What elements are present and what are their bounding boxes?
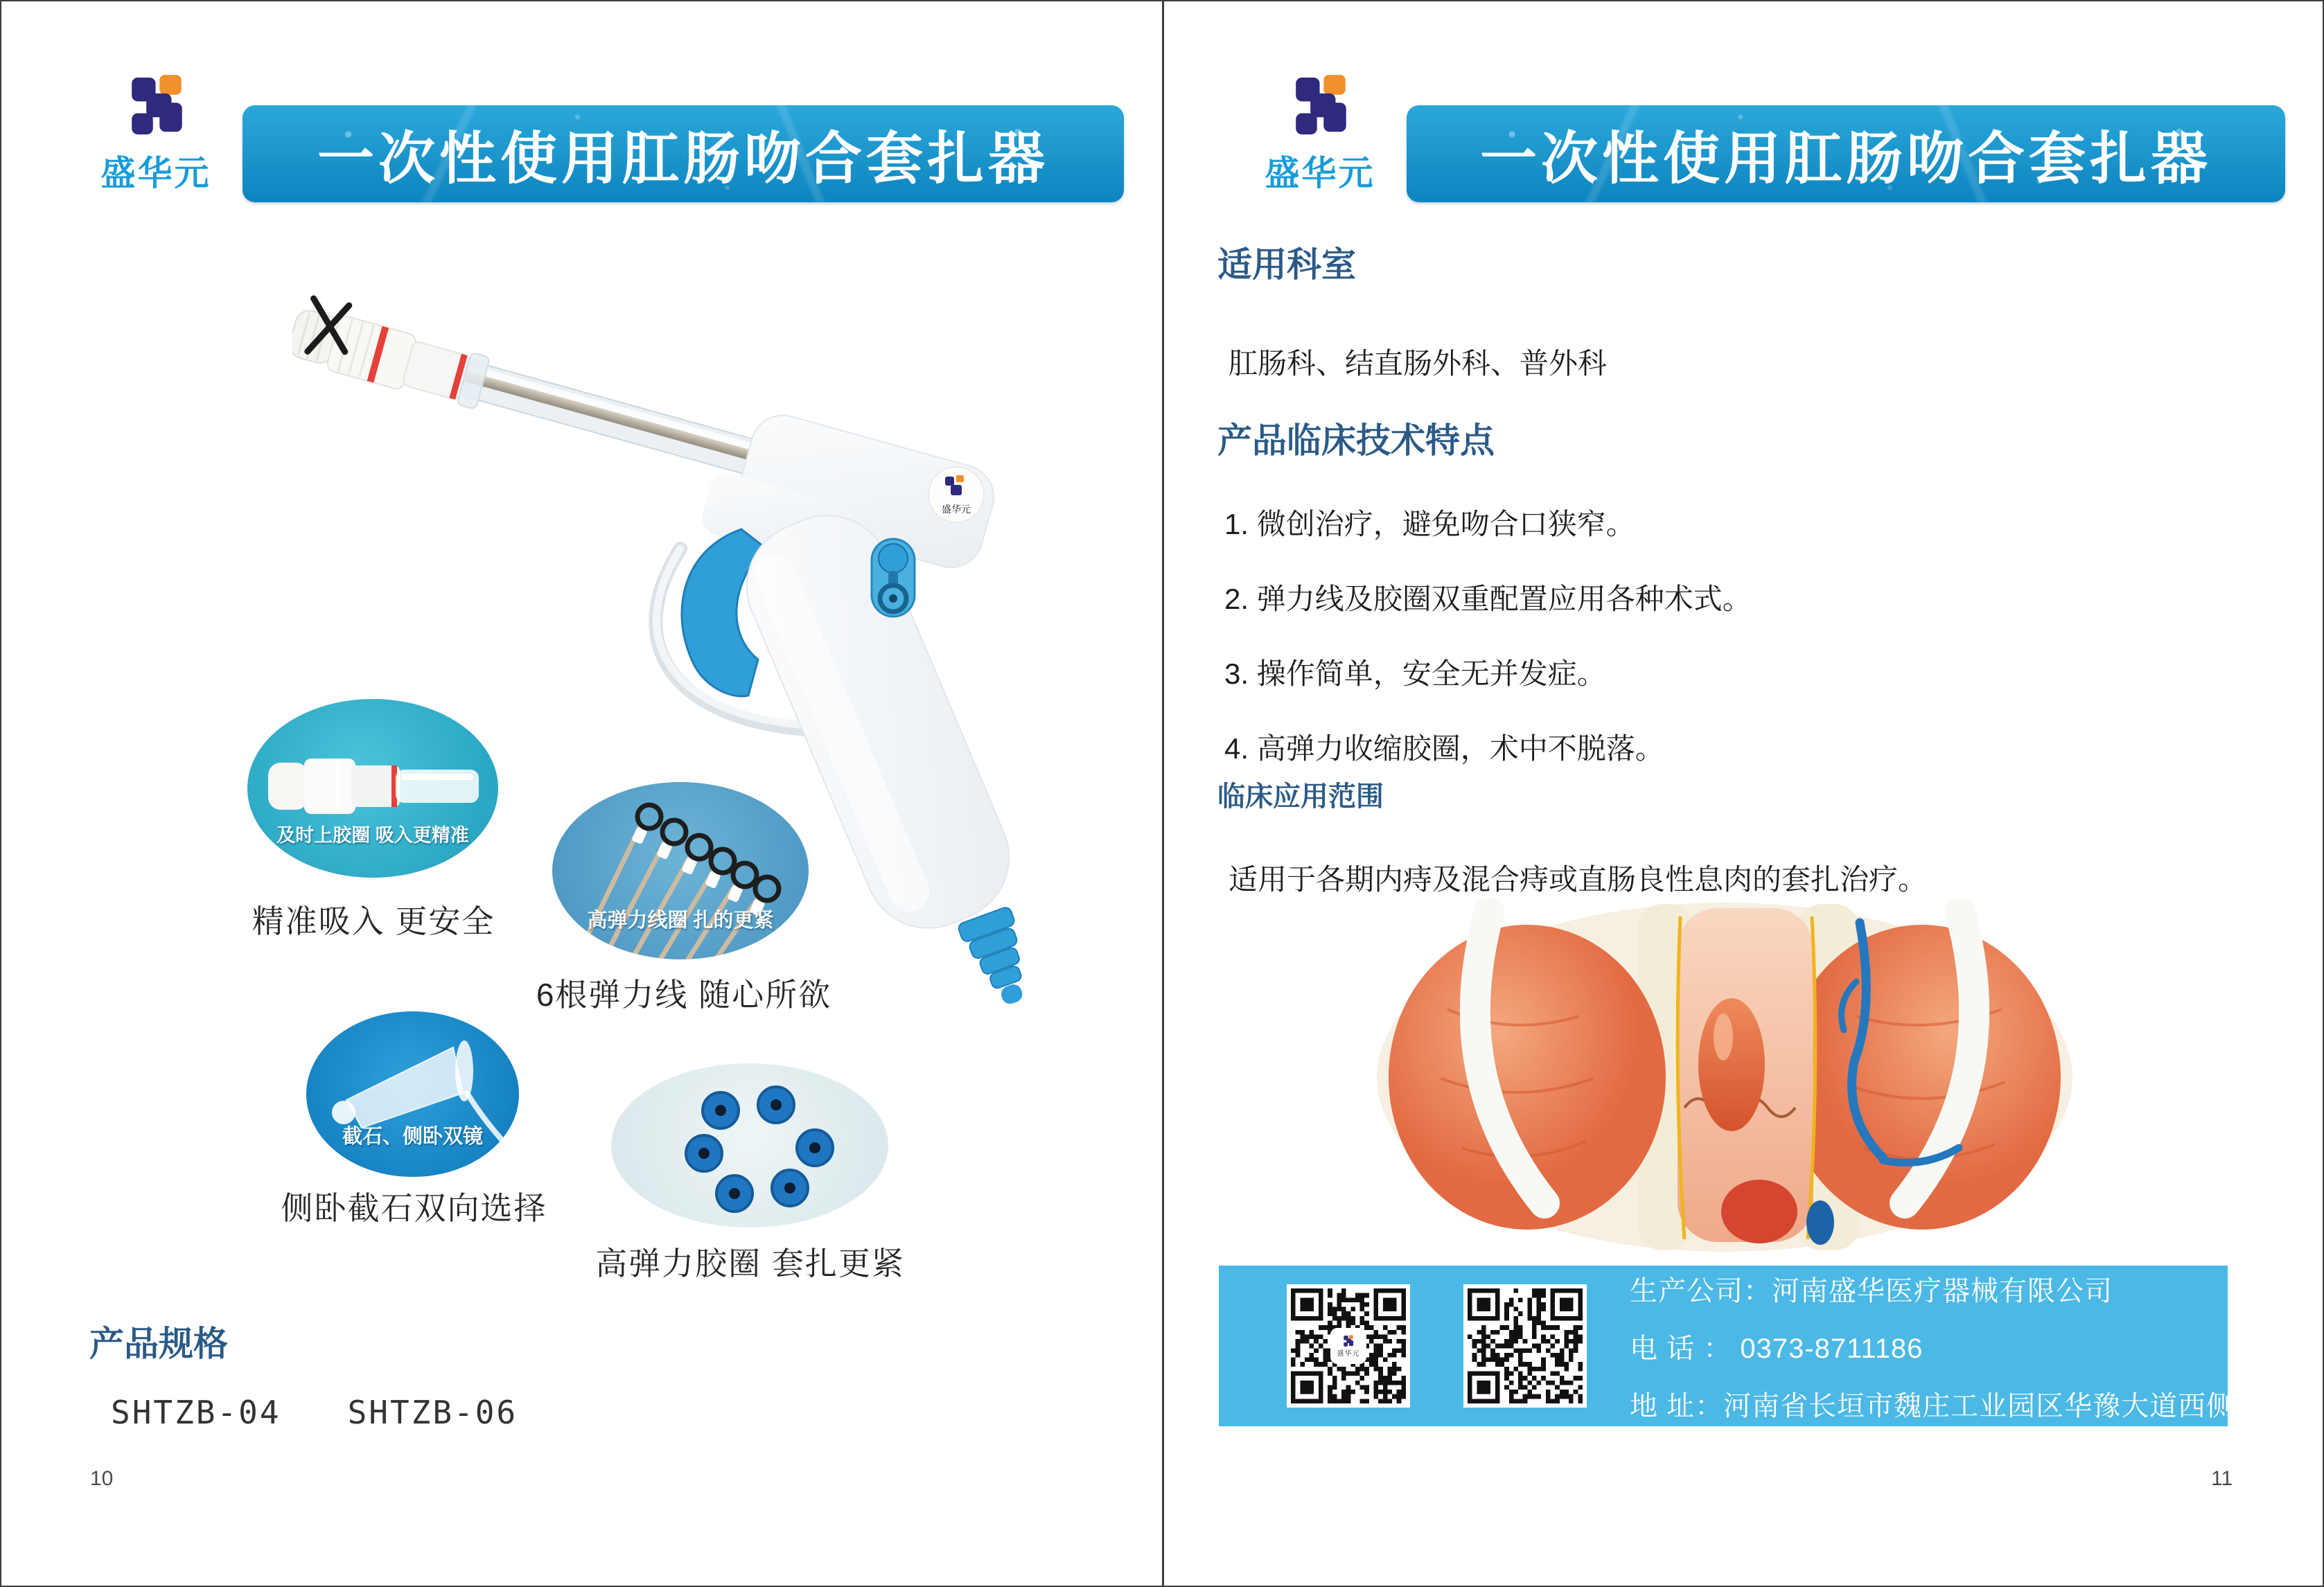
departments-body: 肛肠科、结直肠外科、普外科: [1229, 347, 1608, 380]
company-info: [1630, 1269, 2235, 1424]
device-cable: [957, 906, 1041, 1012]
page-title: 一次性使用肛肠吻合套扎器: [317, 127, 1049, 190]
page-left: [1, 1, 1163, 1587]
qr-logo-wordmark: 盛华元: [1337, 1349, 1360, 1358]
svg-text:盛华元: 盛华元: [942, 504, 971, 515]
tip-detail-image: [247, 699, 498, 878]
feature-caption: 侧卧截石双向选择: [281, 1190, 547, 1226]
qr-code-2: [1463, 1284, 1587, 1408]
logo-mark-icon: [1284, 73, 1357, 139]
page-title: 一次性使用肛肠吻合套扎器: [1479, 127, 2212, 190]
clinical-feature-item: 4. 高弹力收缩胶圈，术中不脱落。: [1224, 732, 1664, 765]
anatomy-illustration: [1371, 898, 2078, 1255]
clinical-feature-item: 1. 微创治疗，避免吻合口狭窄。: [1224, 508, 1635, 540]
page-number: 10: [90, 1467, 114, 1490]
feature-overlay-text: 高弹力线圈 扎的更紧: [587, 910, 774, 932]
feature-caption: 高弹力胶圈 套扎更紧: [595, 1245, 905, 1282]
spec-model: SHTZB-04: [111, 1394, 281, 1431]
brand-logo: [1254, 73, 1386, 195]
clinical-heading: 产品临床技术特点: [1217, 421, 1495, 460]
qr-center-logo: [1330, 1328, 1366, 1364]
page-title-banner: [243, 105, 1124, 202]
feature-caption: 精准吸入 更安全: [252, 903, 495, 939]
brand-wordmark: 盛华元: [100, 154, 211, 193]
address-line: 地 址：河南省长垣市魏庄工业园区华豫大道西侧: [1630, 1390, 2235, 1421]
clinical-feature-list: [1224, 502, 1752, 801]
departments-heading: 适用科室: [1217, 245, 1356, 284]
rubber-rings-image: [611, 1063, 888, 1227]
device-logo-sticker: [928, 467, 984, 522]
page-title-banner: [1407, 105, 2285, 202]
feature-circle-elastic-lines: [552, 782, 809, 959]
logo-mark-icon: [120, 73, 193, 139]
application-body: 适用于各期内痔及混合痔或直肠良性息肉的套扎治疗。: [1229, 863, 1928, 896]
page-right: [1163, 1, 2324, 1587]
feature-circle-anoscope: [306, 1011, 519, 1177]
qr-code-1: [1287, 1284, 1410, 1408]
anoscope-image: [306, 1011, 519, 1177]
page-divider: [1162, 1, 1164, 1587]
spec-model: SHTZB-06: [347, 1394, 518, 1431]
specs-heading: 产品规格: [89, 1324, 228, 1363]
clinical-feature-item: 2. 弹力线及胶圈双重配置应用各种术式。: [1224, 583, 1752, 615]
brand-wordmark: 盛华元: [1265, 154, 1375, 193]
feature-circle-suction: [247, 699, 498, 878]
feature-overlay-text: 及时上胶圈 吸入更精准: [276, 825, 469, 846]
feature-overlay-text: 截石、侧卧双镜: [342, 1126, 483, 1148]
footer-contact-bar: [1219, 1266, 2235, 1426]
clinical-feature-item: 3. 操作简单，安全无并发症。: [1224, 657, 1606, 690]
feature-circle-rings: [611, 1063, 888, 1227]
logo-mark-icon: [1341, 1335, 1355, 1347]
phone-line: 电 话 ： 0373-8711186: [1630, 1333, 1924, 1364]
qr-code-icon: [1468, 1288, 1583, 1403]
page-number: 11: [2211, 1467, 2233, 1490]
company-name-line: 生产公司：河南盛华医疗器械有限公司: [1630, 1275, 2113, 1306]
application-heading: 临床应用范围: [1217, 781, 1384, 812]
brand-logo: [90, 73, 222, 195]
feature-caption: 6根弹力线 随心所欲: [536, 977, 832, 1013]
spec-models: [111, 1394, 584, 1431]
